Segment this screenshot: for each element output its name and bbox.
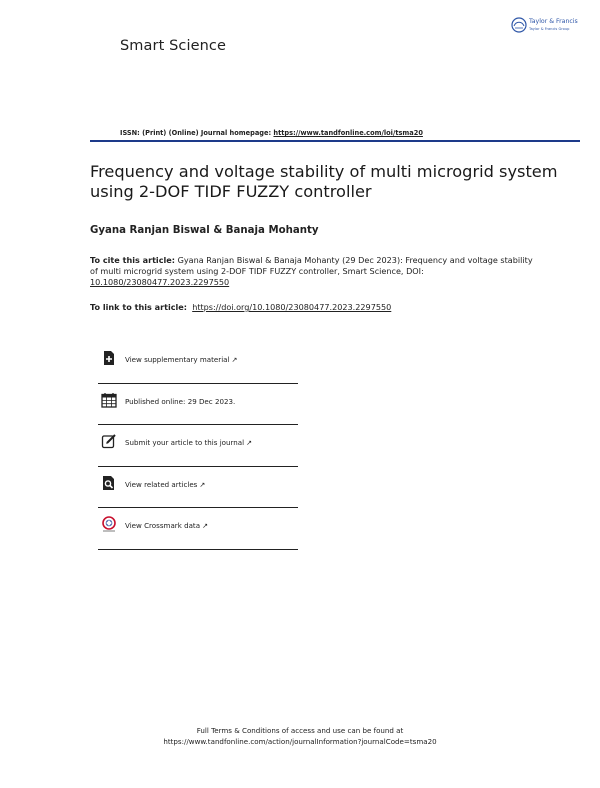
article-link-label: To link to this article: bbox=[90, 302, 188, 312]
link-submit-article[interactable] bbox=[98, 425, 298, 467]
citation-block bbox=[90, 255, 535, 289]
issn-line bbox=[120, 129, 423, 137]
issn-label: ISSN: (Print) (Online) Journal homepage: bbox=[120, 129, 274, 137]
link-published-online bbox=[98, 384, 298, 426]
external-link-icon: ↗ bbox=[246, 439, 252, 447]
article-authors: Gyana Ranjan Biswal & Banaja Mohanty bbox=[90, 225, 319, 236]
crossmark-icon bbox=[101, 516, 117, 532]
doi-link[interactable]: 10.1080/23080477.2023.2297550 bbox=[90, 277, 230, 288]
header-rule bbox=[90, 140, 580, 142]
article-doi-url[interactable]: https://doi.org/10.1080/23080477.2023.2297550 bbox=[192, 302, 392, 312]
link-label: View Crossmark data bbox=[125, 521, 201, 530]
article-links-list bbox=[98, 342, 298, 550]
calendar-icon bbox=[101, 392, 117, 408]
external-link-icon: ↗ bbox=[202, 522, 208, 530]
link-supplementary-material[interactable] bbox=[98, 342, 298, 384]
publisher-logo[interactable] bbox=[511, 16, 583, 38]
link-label: View supplementary material bbox=[125, 355, 230, 364]
external-link-icon: ↗ bbox=[231, 356, 238, 364]
related-articles-icon bbox=[101, 475, 117, 491]
link-crossmark[interactable] bbox=[98, 508, 298, 550]
edit-icon bbox=[101, 433, 117, 449]
journal-homepage-link[interactable]: https://www.tandfonline.com/loi/tsma20 bbox=[273, 129, 423, 137]
supplementary-file-icon bbox=[101, 350, 117, 366]
logo-text: Taylor & Francis bbox=[529, 18, 578, 25]
link-label: Published online: 29 Dec 2023. bbox=[125, 396, 236, 406]
citation-text: Gyana Ranjan Biswal & Banaja Mohanty (29 Dec 2023): Frequency and voltage stability of multi microgrid system using 2-DOF TIDF FUZZY controller, Smart Science, DOI: bbox=[90, 255, 533, 277]
article-title: Frequency and voltage stability of multi microgrid system using 2-DOF TIDF FUZZY controller bbox=[90, 162, 558, 201]
citation-label: To cite this article: bbox=[90, 255, 176, 265]
link-label: View related articles bbox=[125, 479, 198, 489]
external-link-icon: ↗ bbox=[199, 480, 206, 489]
link-related-articles[interactable] bbox=[98, 467, 298, 509]
logo-subtext: Taylor & Francis Group bbox=[529, 27, 570, 31]
article-link-line bbox=[90, 302, 391, 312]
footer-line: Full Terms & Conditions of access and use can be found at bbox=[196, 726, 404, 735]
journal-title: Smart Science bbox=[120, 38, 226, 54]
journal-information-link[interactable]: https://www.tandfonline.com/action/journalInformation?journalCode=tsma20 bbox=[163, 736, 437, 746]
link-label: Submit your article to this journal bbox=[125, 438, 245, 447]
terms-footer bbox=[0, 726, 600, 748]
publisher-logo-icon bbox=[511, 17, 527, 33]
